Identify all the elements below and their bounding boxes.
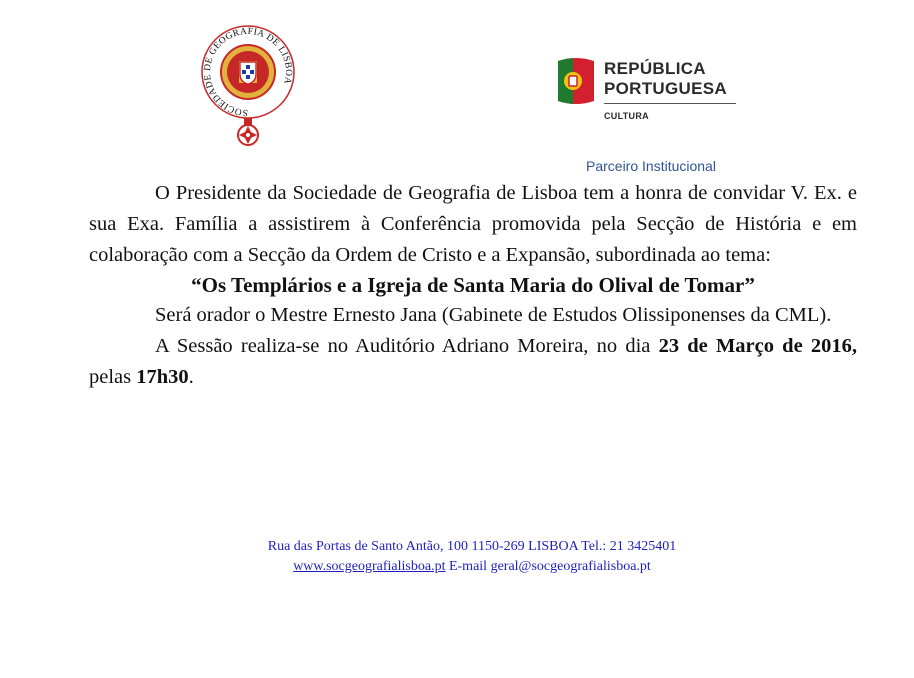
email-label: E-mail [448,559,488,574]
invitation-paragraph-3 [89,331,857,393]
portuguese-flag-icon [556,55,596,107]
republica-portuguesa-logo [556,55,746,127]
invitation-paragraph-1: O Presidente da Sociedade de Geografia de Lisboa tem a honra de convidar V. Ex. e sua Exa. Família a assistirem à Conferência promovida pela Secção de História e em colaboração com a Secção da Ordem de Cristo e a Expansão, subordinada ao tema: [89,182,857,266]
conference-topic: “Os Templários e a Igreja de Santa Maria do Olival de Tomar” [191,273,755,297]
end-period: . [188,366,194,388]
session-venue-text: A Sessão realiza-se no Auditório Adriano Moreira, no dia [155,335,651,357]
republica-sub-label: CULTURA [604,111,649,121]
republica-line2: PORTUGUESA [604,79,727,98]
invitation-body [89,178,857,393]
email-address[interactable]: geral@socgeografialisboa.pt [490,559,651,574]
session-date: 23 de Março de 2016, [658,335,858,357]
emblem-ring-text: SOCIEDADE DE GEOGRAFIA DE LISBOA [202,26,294,118]
time-prefix: pelas [89,366,132,388]
partner-label: Parceiro Institucional [586,158,716,174]
sociedade-geografia-emblem [198,22,298,148]
footer-contact [0,537,914,577]
session-time: 17h30 [136,366,189,388]
footer-web-line [0,557,914,577]
invitation-paragraph-2: Será orador o Mestre Ernesto Jana (Gabinete de Estudos Olissiponenses da CML). [155,304,832,326]
website-link[interactable]: www.socgeografialisboa.pt [293,559,446,574]
footer-address: Rua das Portas de Santo Antão, 100 1150-269 LISBOA Tel.: 21 3425401 [267,539,677,554]
republica-line1: REPÚBLICA [604,59,706,78]
logo-divider [604,103,736,104]
